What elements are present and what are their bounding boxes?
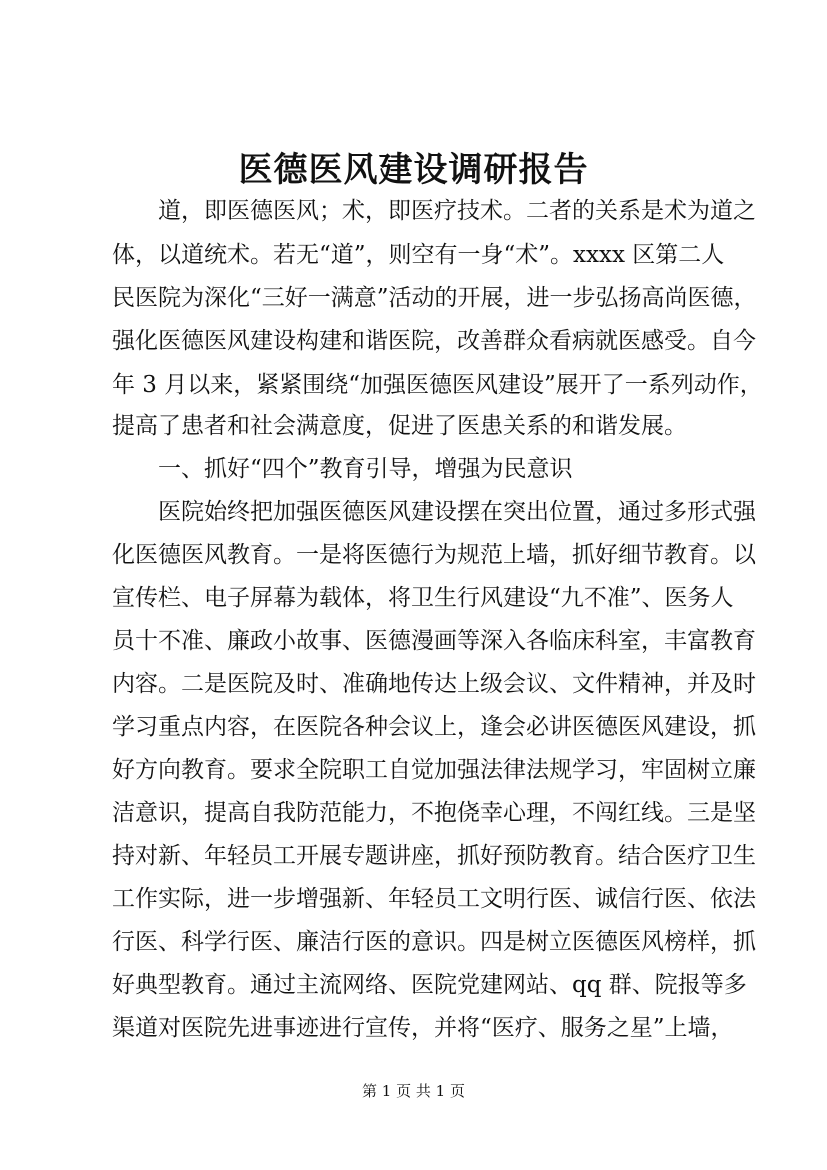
text-line: 宣传栏、电子屏幕为载体，将卫生行风建设“九不准”、医务人 (112, 585, 734, 611)
text-line: 好方向教育。要求全院职工自觉加强法律法规学习，牢固树立廉 (112, 757, 756, 783)
text-line: 渠道对医院先进事迹进行宣传，并将“医疗、服务之星”上墙， (112, 1015, 734, 1041)
text-line: 强化医德医风建设构建和谐医院，改善群众看病就医感受。自今 (112, 328, 756, 354)
text-line: 学习重点内容，在医院各种会议上，逢会必讲医德医风建设，抓 (112, 714, 756, 740)
text-line: 民医院为深化“三好一满意”活动的开展，进一步弘扬高尚医德， (112, 285, 757, 311)
text-line: 医院始终把加强医德医风建设摆在突出位置，通过多形式强 (158, 499, 756, 525)
text-line: 内容。二是医院及时、准确地传达上级会议、文件精神，并及时 (112, 671, 756, 697)
text-line: 工作实际，进一步增强新、年轻员工文明行医、诚信行医、依法 (112, 886, 756, 912)
section-heading: 一、抓好“四个”教育引导，增强为民意识 (158, 456, 573, 482)
text-line: 年 3 月以来，紧紧围绕“加强医德医风建设”展开了一系列动作， (112, 372, 763, 398)
text-line: 员十不准、廉政小故事、医德漫画等深入各临床科室，丰富教育 (112, 628, 756, 654)
text-line: 提高了患者和社会满意度，促进了医患关系的和谐发展。 (112, 413, 687, 439)
text-line: 道，即医德医风；术，即医疗技术。二者的关系是术为道之 (158, 198, 756, 224)
page-footer: 第 1 页 共 1 页 (362, 1082, 465, 1100)
page-title: 医德医风建设调研报告 (238, 150, 589, 190)
text-line: 行医、科学行医、廉洁行医的意识。四是树立医德医风榜样，抓 (112, 929, 756, 955)
text-line: 化医德医风教育。一是将医德行为规范上墙，抓好细节教育。以 (112, 542, 756, 568)
text-line: 洁意识，提高自我防范能力，不抱侥幸心理，不闯红线。三是坚 (112, 800, 756, 826)
text-line: 好典型教育。通过主流网络、医院党建网站、qq 群、院报等多 (112, 972, 747, 998)
text-line: 持对新、年轻员工开展专题讲座，抓好预防教育。结合医疗卫生 (112, 843, 756, 869)
text-line: 体，以道统术。若无“道”，则空有一身“术”。xxxx 区第二人 (112, 242, 725, 268)
